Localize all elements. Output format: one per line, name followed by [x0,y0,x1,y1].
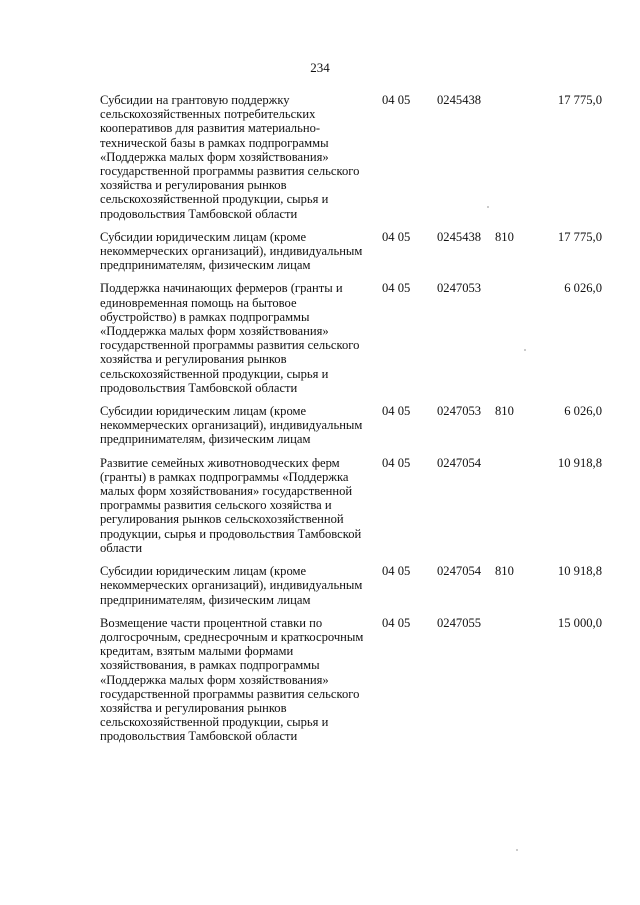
table-row [0,404,640,447]
row-name: Субсидии юридическим лицам (кроме некоммерческих организаций), индивидуальным предпринимателям, физическим лицам [100,404,363,447]
row-amount: 17 775,0 [557,93,602,107]
table-row [0,616,640,744]
row-target-code: 0247055 [437,615,482,630]
row-section-code: 04 05 [382,93,411,107]
row-target-code: 0247054 [437,455,482,470]
row-expense-type: 810 [495,564,514,579]
budget-table [0,93,640,753]
row-target-code: 0245438 [437,93,482,107]
row-name: Возмещение части процентной ставки по долгосрочным, среднесрочным и краткосрочным кредитам, взятым малыми формами хозяйствования, в рамках подпрограммы «Поддержка малых форм хозяйствования» государственной программы развития сельского хозяйства и регулирования рынков сельскохозяйственной продукции, сырья и продовольствия Тамбовской области [100,615,364,744]
row-amount: 17 775,0 [557,229,602,244]
row-amount: 6 026,0 [564,404,602,419]
row-name: Развитие семейных животноводческих ферм (гранты) в рамках подпрограммы «Поддержка малых форм хозяйствования» государственной программы развития сельского хозяйства и регулирования рынков сельскохозяйственной продукции, сырья и продовольствия Тамбовской области [100,455,362,555]
page-number: 234 [310,60,330,75]
row-amount: 15 000,0 [557,615,602,630]
row-section-code: 04 05 [382,564,411,579]
row-target-code: 0247053 [437,281,482,296]
table-row [0,230,640,273]
row-target-code: 0247053 [437,404,482,419]
table-row [0,564,640,607]
row-section-code: 04 05 [382,455,411,470]
row-target-code: 0247054 [437,564,482,579]
row-expense-type: 810 [495,404,514,419]
row-target-code: 0245438 [437,229,482,244]
table-row [0,93,640,221]
table-row [0,456,640,555]
scan-speck [516,849,518,851]
row-name: Субсидии юридическим лицам (кроме некоммерческих организаций), индивидуальным предпринимателям, физическим лицам [100,229,363,273]
row-name: Субсидии на грантовую поддержку сельскохозяйственных потребительских кооперативов для развития материально-технической базы в рамках подпрограммы «Поддержка малых форм хозяйствования» государственной программы развития сельского хозяйства и регулирования рынков сельскохозяйственной продукции, сырья и продовольствия Тамбовской области [100,93,360,221]
row-amount: 6 026,0 [564,281,602,296]
row-section-code: 04 05 [382,229,411,244]
row-amount: 10 918,8 [557,455,602,470]
row-name: Поддержка начинающих фермеров (гранты и единовременная помощь на бытовое обустройство) в рамках подпрограммы «Поддержка малых форм хозяйствования» государственной программы развития сельского хозяйства и регулирования рынков сельскохозяйственной продукции, сырья и продовольствия Тамбовской области [100,281,360,395]
row-name: Субсидии юридическим лицам (кроме некоммерческих организаций), индивидуальным предпринимателям, физическим лицам [100,564,363,607]
row-expense-type: 810 [495,229,514,244]
scan-speck [487,206,489,208]
row-section-code: 04 05 [382,404,411,419]
scan-speck [524,349,526,351]
table-row [0,281,640,395]
row-amount: 10 918,8 [557,564,602,579]
row-section-code: 04 05 [382,281,411,296]
row-section-code: 04 05 [382,615,411,630]
